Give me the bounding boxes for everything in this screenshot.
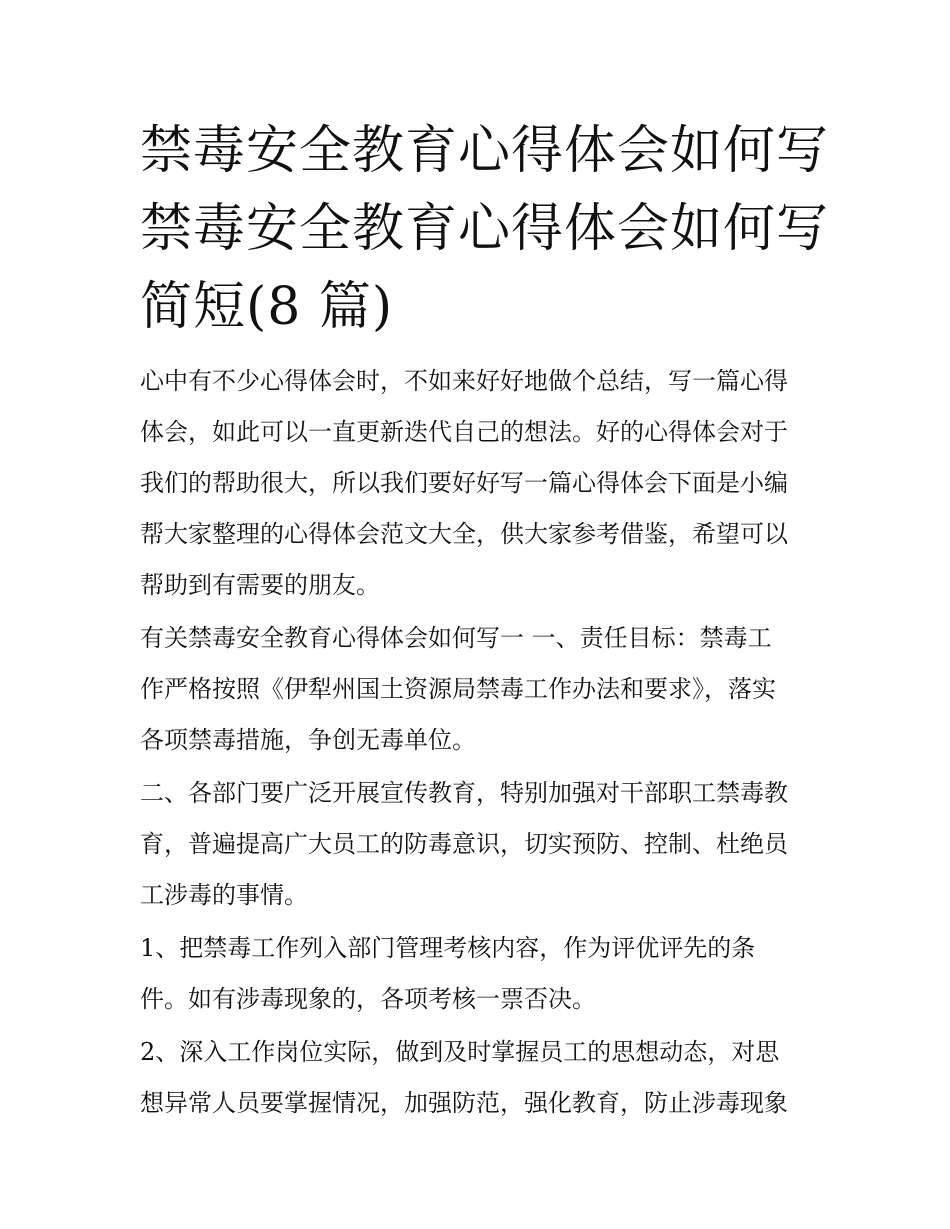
- paragraph-intro: [140, 356, 820, 611]
- paragraph-item-1: [140, 923, 820, 1025]
- document-title: [140, 112, 830, 346]
- text-line: 各项禁毒措施，争创无毒单位。: [140, 726, 476, 754]
- text-line: 我们的帮助很大，所以我们要好好写一篇心得体会下面是小编: [140, 469, 788, 497]
- text-line: 帮大家整理的心得体会范文大全，供大家参考借鉴，希望可以: [140, 520, 788, 548]
- title-line: 禁毒安全教育心得体会如何写: [140, 199, 830, 259]
- paragraph-section-one: [140, 613, 820, 766]
- paragraph-item-2: [140, 1027, 820, 1129]
- text-line: 帮助到有需要的朋友。: [140, 571, 380, 599]
- title-line: 禁毒安全教育心得体会如何写: [140, 121, 830, 181]
- document-body: [140, 356, 820, 1131]
- text-line: 体会，如此可以一直更新迭代自己的想法。好的心得体会对于: [140, 418, 788, 446]
- text-line: 2、深入工作岗位实际，做到及时掌握员工的思想动态，对思: [140, 1038, 780, 1066]
- text-line: 工涉毒的事情。: [140, 881, 308, 909]
- text-line: 有关禁毒安全教育心得体会如何写一 一、责任目标：禁毒工: [140, 624, 772, 652]
- title-line: 简短(8 篇): [140, 277, 394, 337]
- paragraph-section-two: [140, 768, 820, 921]
- text-line: 育，普遍提高广大员工的防毒意识，切实预防、控制、杜绝员: [140, 830, 788, 858]
- text-line: 1、把禁毒工作列入部门管理考核内容，作为评优评先的条: [140, 934, 756, 962]
- text-line: 件。如有涉毒现象的，各项考核一票否决。: [140, 985, 596, 1013]
- text-line: 二、各部门要广泛开展宣传教育，特别加强对干部职工禁毒教: [140, 779, 788, 807]
- text-line: 作严格按照《伊犁州国土资源局禁毒工作办法和要求》，落实: [140, 675, 776, 703]
- text-line: 心中有不少心得体会时，不如来好好地做个总结，写一篇心得: [140, 367, 788, 395]
- text-line: 想异常人员要掌握情况，加强防范，强化教育，防止涉毒现象: [140, 1089, 788, 1117]
